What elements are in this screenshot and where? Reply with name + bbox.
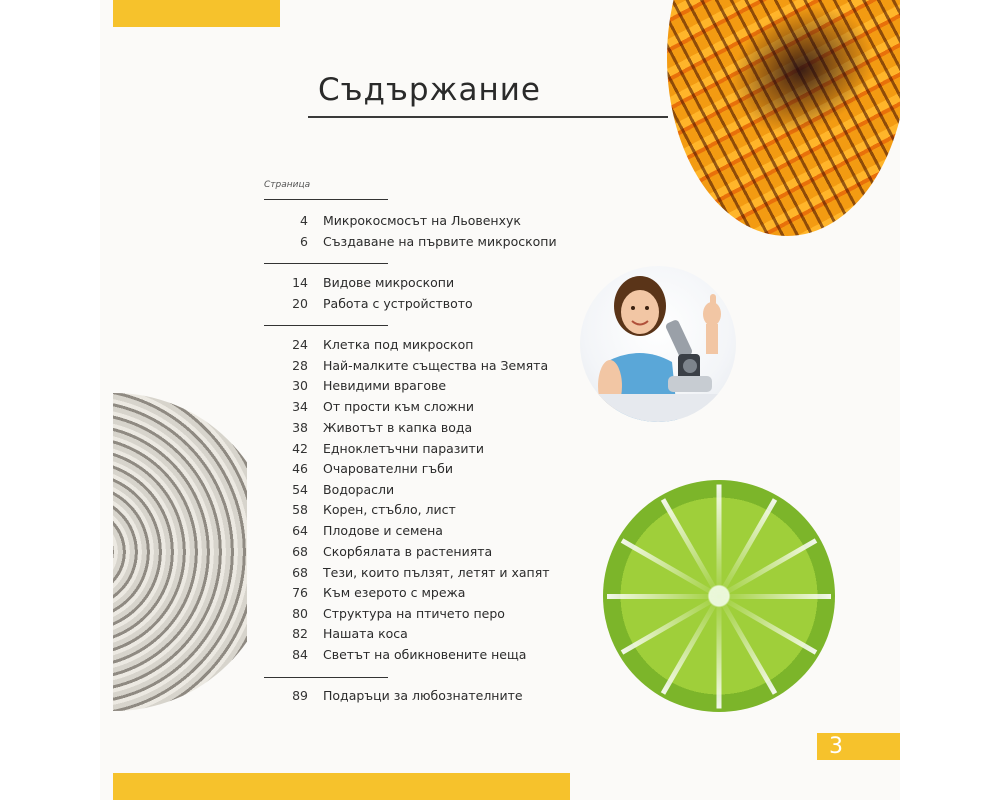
- toc-entry-title: Клетка под микроскоп: [323, 337, 474, 352]
- girl-with-microscope-photo: [580, 266, 736, 422]
- toc-entry-title: Животът в капка вода: [323, 420, 473, 435]
- toc-page-number: 84: [292, 647, 308, 662]
- toc-entry[interactable]: [264, 232, 564, 252]
- toc-page-number: 38: [292, 420, 308, 435]
- toc-entry-title: Най-малките същества на Земята: [323, 358, 549, 373]
- toc-entry[interactable]: [264, 604, 564, 624]
- algae-spoke: [607, 594, 719, 599]
- title-underline: [308, 116, 668, 118]
- toc-page-number: 80: [292, 606, 308, 621]
- green-algae-micrograph: [603, 480, 835, 712]
- toc-entry[interactable]: [264, 500, 564, 520]
- toc-divider: [264, 199, 388, 200]
- toc-entry-title: От прости към сложни: [323, 399, 474, 414]
- toc-entry[interactable]: [264, 376, 564, 396]
- toc-entry[interactable]: [264, 294, 564, 314]
- toc-page-number: 30: [292, 378, 308, 393]
- toc-entry-title: Подаръци за любознателните: [323, 688, 523, 703]
- toc-entry[interactable]: [264, 397, 564, 417]
- toc-entry-title: Светът на обикновените неща: [323, 647, 527, 662]
- toc-page-number: 82: [292, 626, 308, 641]
- toc-entry-title: Тези, които пълзят, летят и хапят: [323, 565, 550, 580]
- toc-entry-title: Към езерото с мрежа: [323, 585, 466, 600]
- algae-spoke: [717, 596, 722, 708]
- toc-entry-title: Скорбялата в растенията: [323, 544, 493, 559]
- toc-page-number: 14: [292, 275, 308, 290]
- toc-entry[interactable]: [264, 459, 564, 479]
- toc-entry[interactable]: [264, 624, 564, 644]
- toc-page-number: 46: [292, 461, 308, 476]
- toc-entry-title: Нашата коса: [323, 626, 408, 641]
- toc-entry[interactable]: [264, 356, 564, 376]
- toc-entry-title: Очарователни гъби: [323, 461, 453, 476]
- toc-entry-title: Създаване на първите микроскопи: [323, 234, 557, 249]
- girl-microscope-illustration: [580, 266, 736, 422]
- toc-divider: [264, 325, 388, 326]
- toc-entry[interactable]: [264, 645, 564, 665]
- page-title: Съдържание: [318, 72, 541, 108]
- bottom-accent-bar: [113, 773, 570, 800]
- toc-page-number: 28: [292, 358, 308, 373]
- algae-spoke: [717, 484, 722, 596]
- toc-divider: [264, 263, 388, 264]
- toc-page-number: 54: [292, 482, 308, 497]
- toc-page-number: 42: [292, 441, 308, 456]
- toc-entry-title: Корен, стъбло, лист: [323, 502, 456, 517]
- bone-microstructure-image: [113, 393, 247, 711]
- toc-entry-title: Водорасли: [323, 482, 395, 497]
- toc-page-number: 4: [300, 213, 308, 228]
- toc-entry[interactable]: [264, 418, 564, 438]
- toc-entry[interactable]: [264, 211, 564, 231]
- toc-page-number: 20: [292, 296, 308, 311]
- algae-spoke: [719, 594, 831, 599]
- toc-page-number: 76: [292, 585, 308, 600]
- toc-entry[interactable]: [264, 686, 564, 706]
- toc-entry[interactable]: [264, 335, 564, 355]
- toc-entry[interactable]: [264, 480, 564, 500]
- toc-entry-title: Структура на птичето перо: [323, 606, 505, 621]
- toc-entry[interactable]: [264, 273, 564, 293]
- page-number-badge: 3: [817, 733, 900, 760]
- toc-entry-title: Микрокосмосът на Льовенхук: [323, 213, 521, 228]
- toc-entry[interactable]: [264, 583, 564, 603]
- toc-page-number: 24: [292, 337, 308, 352]
- toc-divider: [264, 677, 388, 678]
- toc-page-number: 6: [300, 234, 308, 249]
- toc-entry-title: Едноклетъчни паразити: [323, 441, 484, 456]
- toc-page-number: 89: [292, 688, 308, 703]
- toc-entry[interactable]: [264, 542, 564, 562]
- toc-page-number: 58: [292, 502, 308, 517]
- toc-entry[interactable]: [264, 521, 564, 541]
- page-column-label: Страница: [264, 180, 311, 190]
- top-accent-bar: [113, 0, 280, 27]
- butterfly-wing-image: [667, 0, 900, 236]
- bone-texture: [113, 393, 247, 711]
- toc-page-number: 34: [292, 399, 308, 414]
- toc-entry-title: Невидими врагове: [323, 378, 447, 393]
- toc-entry[interactable]: [264, 563, 564, 583]
- toc-entry-title: Работа с устройството: [323, 296, 473, 311]
- toc-entry-title: Видове микроскопи: [323, 275, 455, 290]
- toc-page-number: 64: [292, 523, 308, 538]
- toc-page-number: 68: [292, 544, 308, 559]
- toc-entry[interactable]: [264, 439, 564, 459]
- toc-page-number: 68: [292, 565, 308, 580]
- toc-entry-title: Плодове и семена: [323, 523, 443, 538]
